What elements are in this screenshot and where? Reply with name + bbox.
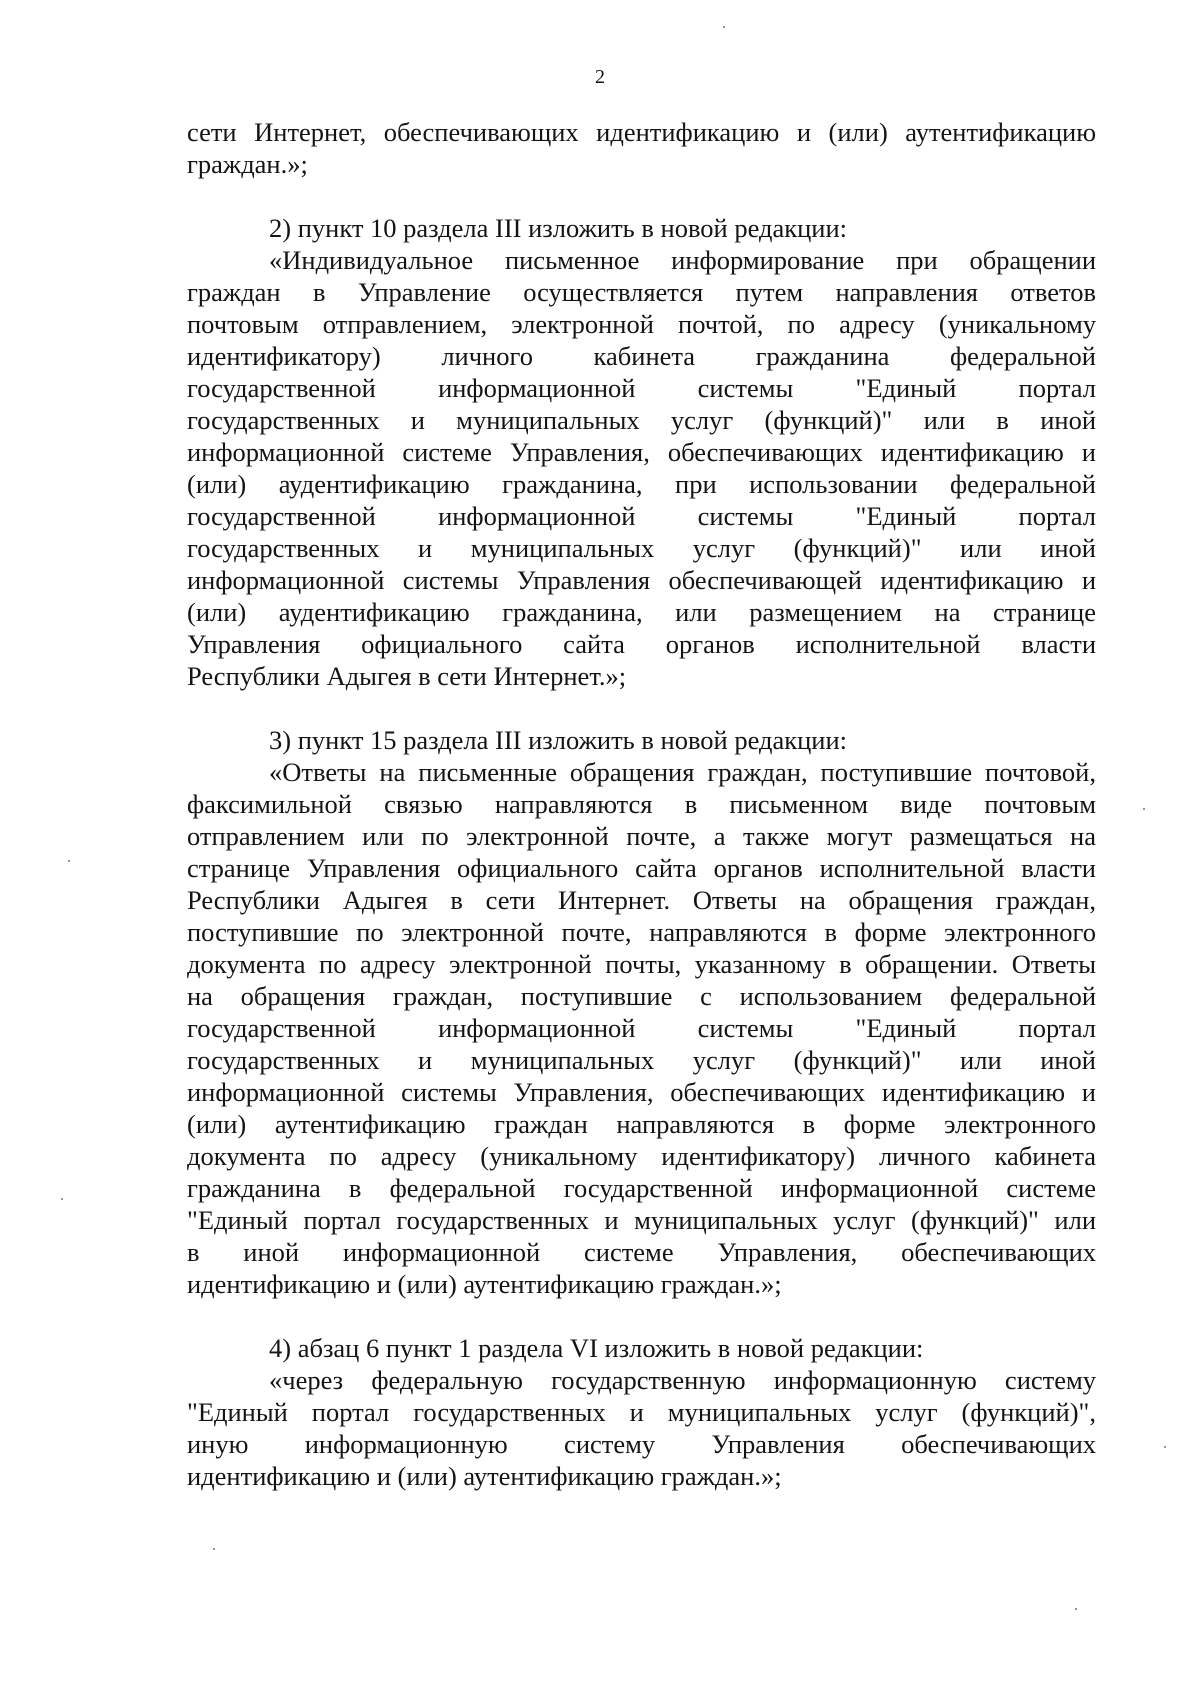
text-line: государственной информационной системы "Единый портал xyxy=(187,373,1096,403)
text-line: отправлением или по электронной почте, а также могут размещаться на xyxy=(187,821,1096,851)
text-line: Управления официального сайта органов исполнительной власти xyxy=(187,629,1096,659)
text-line: документа по адресу электронной почты, указанному в обращении. Ответы xyxy=(187,949,1096,979)
text-line: иную информационную систему Управления обеспечивающих xyxy=(187,1429,1096,1459)
text-line: идентификатору) личного кабинета гражданина федеральной xyxy=(187,341,1096,371)
text-line: факсимильной связью направляются в письменном виде почтовым xyxy=(187,789,1096,819)
text-line: граждан в Управление осуществляется путем направления ответов xyxy=(187,277,1096,307)
text-line: информационной системы Управления обеспечивающей идентификацию и xyxy=(187,565,1096,595)
text-line: сети Интернет, обеспечивающих идентификацию и (или) аутентификацию xyxy=(187,117,1096,147)
text-line: государственной информационной системы "Единый портал xyxy=(187,501,1096,531)
text-line: информационной системе Управления, обеспечивающих идентификацию и xyxy=(187,437,1096,467)
paragraph-gap xyxy=(187,1300,1096,1332)
scan-speck xyxy=(213,1548,215,1550)
scan-speck xyxy=(723,26,725,28)
text-line: государственных и муниципальных услуг (функций)" или иной xyxy=(187,1045,1096,1075)
scan-speck xyxy=(68,860,70,862)
scan-speck xyxy=(1164,1446,1166,1448)
text-line: "Единый портал государственных и муниципальных услуг (функций)" или xyxy=(187,1205,1096,1235)
text-line: «Индивидуальное письменное информирование при обращении xyxy=(269,245,1096,275)
text-line: почтовым отправлением, электронной почтой, по адресу (уникальному xyxy=(187,309,1096,339)
text-line: (или) аутентификацию граждан направляются в форме электронного xyxy=(187,1109,1096,1139)
text-line: информационной системы Управления, обеспечивающих идентификацию и xyxy=(187,1077,1096,1107)
text-line: (или) аудентификацию гражданина, при использовании федеральной xyxy=(187,469,1096,499)
text-line: Республики Адыгея в сети Интернет.»; xyxy=(187,661,627,691)
text-line: граждан.»; xyxy=(187,149,308,179)
text-line: на обращения граждан, поступившие с использованием федеральной xyxy=(187,981,1096,1011)
text-line: государственных и муниципальных услуг (функций)" или в иной xyxy=(187,405,1096,435)
text-line: (или) аудентификацию гражданина, или размещением на странице xyxy=(187,597,1096,627)
page-number: 2 xyxy=(595,66,605,88)
text-line: государственных и муниципальных услуг (функций)" или иной xyxy=(187,533,1096,563)
section-heading: 4) абзац 6 пункт 1 раздела VI изложить в новой редакции: xyxy=(269,1333,924,1363)
section-heading: 2) пункт 10 раздела III изложить в новой редакции: xyxy=(269,213,848,243)
text-line: документа по адресу (уникальному идентификатору) личного кабинета xyxy=(187,1141,1096,1171)
scan-speck xyxy=(1075,1608,1077,1610)
scan-speck xyxy=(1143,808,1145,810)
text-line: странице Управления официального сайта органов исполнительной власти xyxy=(187,853,1096,883)
text-line: "Единый портал государственных и муниципальных услуг (функций)", xyxy=(187,1397,1096,1427)
scan-speck xyxy=(61,1198,63,1200)
section-heading: 3) пункт 15 раздела III изложить в новой редакции: xyxy=(269,725,848,755)
document-body xyxy=(187,116,1096,1492)
text-line: в иной информационной системе Управления, обеспечивающих xyxy=(187,1237,1096,1267)
text-line: поступившие по электронной почте, направляются в форме электронного xyxy=(187,917,1096,947)
text-line: «Ответы на письменные обращения граждан, поступившие почтовой, xyxy=(269,757,1096,787)
text-line: гражданина в федеральной государственной информационной системе xyxy=(187,1173,1096,1203)
paragraph-gap xyxy=(187,180,1096,212)
text-line: государственной информационной системы "Единый портал xyxy=(187,1013,1096,1043)
text-line: Республики Адыгея в сети Интернет. Ответы на обращения граждан, xyxy=(187,885,1096,915)
text-line: «через федеральную государственную информационную систему xyxy=(269,1365,1096,1395)
text-line: идентификацию и (или) аутентификацию граждан.»; xyxy=(187,1461,782,1491)
text-line: идентификацию и (или) аутентификацию граждан.»; xyxy=(187,1269,782,1299)
paragraph-gap xyxy=(187,692,1096,724)
